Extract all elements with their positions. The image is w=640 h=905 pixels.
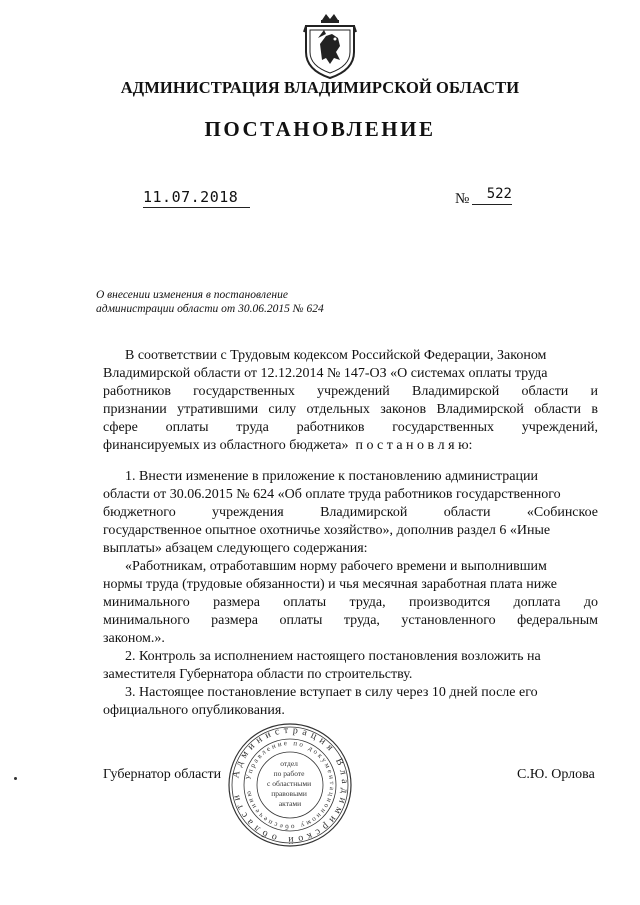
signatory-title: Губернатор области (103, 767, 222, 782)
quote-line: нормы труда (трудовые обязанности) и чья месячная заработная плата ниже (103, 577, 557, 592)
p1-line: области от 30.06.2015 № 624 «Об оплате труда работников государственного (103, 487, 561, 502)
preamble-line: В соответствии с Трудовым кодексом Российской Федерации, Законом (125, 348, 547, 363)
stamp-center-line: по работе (273, 769, 305, 778)
p3-line: 3. Настоящее постановление вступает в силу через 10 дней после его (125, 685, 538, 700)
document-body (103, 347, 598, 720)
subject-line: администрации области от 30.06.2015 № 624 (96, 303, 324, 315)
quote-line: минимального размера оплаты труда, производится доплата до (103, 595, 598, 610)
stamp-ring-text: Администрация Владимирской области (230, 724, 351, 846)
document-number: 522 (472, 186, 512, 205)
quote-line: «Работникам, отработавшим норму рабочего времени и выполнившим (125, 559, 547, 574)
p2-line: 2. Контроль за исполнением настоящего постановления возложить на (125, 649, 541, 664)
number-label: № (455, 191, 470, 207)
stamp-center-line: с областными (267, 779, 312, 788)
preamble-line: признании утратившими силу отдельных законов Владимирской области в (103, 402, 598, 417)
organization-name: АДМИНИСТРАЦИЯ ВЛАДИМИРСКОЙ ОБЛАСТИ (120, 78, 520, 97)
p1-line: бюджетного учреждения Владимирской области «Собинское (103, 505, 598, 520)
subject-line: О внесении изменения в постановление (96, 289, 288, 301)
preamble-line: финансируемых из областного бюджета» (103, 438, 349, 453)
stamp-center-line: отдел (280, 759, 298, 768)
quote-line: минимального размера оплаты труда, установленного федеральным (103, 613, 598, 628)
p1-line: выплаты» абзацем следующего содержания: (103, 541, 368, 556)
p1-line: 1. Внести изменение в приложение к постановлению администрации (125, 469, 538, 484)
p2-line: заместителя Губернатора области по строительству. (103, 667, 413, 682)
document-type-title: ПОСТАНОВЛЕНИЕ (204, 117, 436, 141)
p1-line: государственное опытное охотничье хозяйство», дополнив раздел 6 «Иные (103, 523, 551, 538)
preamble-last-line (103, 437, 598, 455)
preamble-line: сфере оплаты труда работников государственных учреждений, (103, 420, 598, 435)
resolve-word: п о с т а н о в л я ю: (355, 438, 473, 453)
preamble-line: работников государственных учреждений Владимирской области и (103, 384, 598, 399)
p3-line: официального опубликования. (103, 703, 285, 718)
stamp-center-line: правовыми (271, 789, 307, 798)
coat-of-arms-emblem (300, 12, 360, 80)
document-subject (96, 288, 324, 316)
signatory-name: С.Ю. Орлова (517, 767, 595, 782)
official-stamp (227, 722, 353, 848)
stamp-center-line: актами (278, 799, 302, 808)
svg-text:отдел по работе с обла (267, 759, 313, 808)
document-date: 11.07.2018 (143, 188, 250, 208)
quote-line: законом.». (103, 631, 165, 646)
preamble-line: Владимирской области от 12.12.2014 № 147-ОЗ «О системах оплаты труда (103, 366, 548, 381)
stamp-inner-ring-text: Управление по документационному обеспечению (244, 738, 337, 832)
scan-speck (14, 777, 17, 780)
